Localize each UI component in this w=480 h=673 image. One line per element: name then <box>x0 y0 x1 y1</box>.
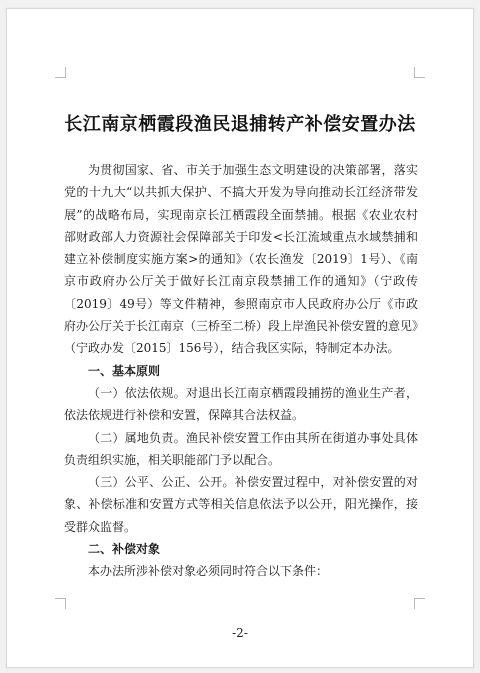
document-body <box>64 159 418 583</box>
crop-mark-top-left <box>55 67 66 78</box>
compensation-targets-paragraph: 本办法所涉补偿对象必须同时符合以下条件： <box>88 564 329 579</box>
principle-paragraph-2: （二）属地负责。渔民补偿安置工作由其所在街道办事处具体负责组织实施，相关职能部门予以配合。 <box>64 430 418 467</box>
section-heading-compensation-targets: 二、补偿对象 <box>88 542 161 557</box>
principle-paragraph-1: （一）依法依规。对退出长江南京栖霞段捕捞的渔业生产者，依法依规进行补偿和安置，保障其合法权益。 <box>64 385 418 423</box>
document-title: 长江南京栖霞段渔民退捕转产补偿安置办法 <box>64 114 416 135</box>
document-page <box>6 8 474 668</box>
page-number: -2- <box>232 626 248 640</box>
crop-mark-bottom-left <box>55 598 66 609</box>
crop-mark-top-right <box>414 67 425 78</box>
intro-paragraph: 为贯彻国家、省、市关于加强生态文明建设的决策部署，落实党的十九大“以共抓大保护、不搞大开发为导向推动长江经济带发展”的战略布局，实现南京长江栖霞段全面禁捕。根据《农业农村部财政部人力资源社会保障部关于印发<长江流域重点水域禁捕和建立补偿制度实施方案>的通知》（农长渔发〔2019〕1号）、《南京市政府办公厅关于做好长江南京段禁捕工作的通知》（宁政传〔2019〕49号）等文件精神，参照南京市人民政府办公厅《市政府办公厅关于长江南京（三桥至二桥）段上岸渔民补偿安置的意见》（宁政办发〔2015〕156号），结合我区实际，特制定本办法。 <box>64 163 419 356</box>
section-heading-basic-principles: 一、基本原则 <box>88 363 161 378</box>
crop-mark-bottom-right <box>414 598 425 609</box>
principle-paragraph-3: （三）公平、公正、公开。补偿安置过程中，对补偿安置的对象、补偿标准和安置方式等相关信息依法予以公开，阳光操作，接受群众监督。 <box>64 475 418 534</box>
